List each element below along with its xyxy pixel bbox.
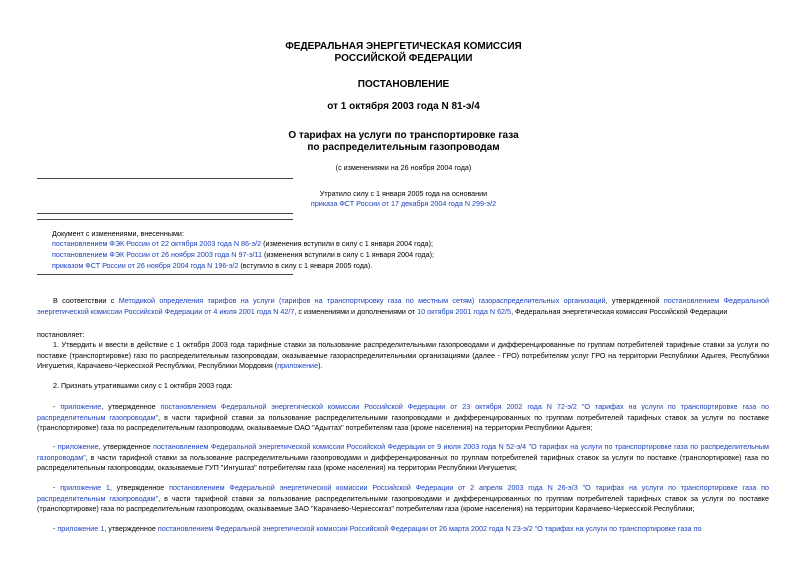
divider (37, 213, 293, 214)
resolves-text: постановляет: (37, 330, 85, 339)
change-item (52, 250, 434, 259)
org-name-line1: ФЕДЕРАЛЬНАЯ ЭНЕРГЕТИЧЕСКАЯ КОМИССИЯ (285, 41, 522, 52)
doc-date-number: от 1 октября 2003 года N 81-э/4 (327, 101, 480, 112)
resolution-link[interactable]: постановлением Федеральной энергетической комиссии Российской Федерации от 9 июля 2003 года N 52-э/4 "О тарифах на услуги по транспортировке газа по распределительным газопроводам" (37, 442, 769, 462)
change-note: (вступило в силу с 1 января 2005 года). (238, 261, 373, 270)
methodology-link[interactable]: Методикой определения тарифов на услуги (тарифов на транспортировку газа по местным сетям) газораспределительных организаций (118, 296, 606, 305)
paragraph-item-2: 2. Признать утратившими силу с 1 октября 2003 года: (53, 381, 233, 390)
divider (37, 274, 293, 275)
resolution-link[interactable]: постановлением Федеральной энергетической комиссии Российской Федерации от 23 октября 2002 года N 72-э/2 "О тарифах на услуги по транспортировке газа по распределительным газопроводам" (37, 402, 769, 422)
invalidation-text: Утратило силу с 1 января 2005 года на основании (319, 189, 488, 198)
text: - (53, 442, 58, 451)
text: , утвержденное (101, 402, 161, 411)
change-link[interactable]: постановлением ФЭК России от 22 октября 2003 года N 86-э/2 (52, 239, 262, 248)
text: , в части тарифной ставки за пользование распределительными газопроводами и дифференцированных по группам потребителей тарифных ставок за услуги по поставке (транспортировке) газа по распределительным газопроводам, оказываемые ГУП "Ингушгаз" потребителям газа (кроме населения) на территории Республики Ингушетия; (37, 452, 769, 473)
paragraph-repeal-2 (37, 442, 769, 474)
amendments-note: (с изменениями на 26 ноября 2004 года) (335, 163, 472, 172)
text: - (53, 483, 61, 492)
text: - (53, 524, 58, 533)
resolution-link[interactable]: постановлением Федеральной энергетической комиссии Российской Федерации от 4 июля 2001 года N 42/7 (37, 296, 769, 316)
text: , с изменениями и дополнениями от (294, 306, 418, 316)
change-item (52, 239, 433, 248)
text: - (53, 402, 61, 411)
resolution-link[interactable]: постановлением Федеральной энергетической комиссии Российской Федерации от 26 марта 2002 года N 23-э/2 "О тарифах на услуги по транспортировке газа по (157, 524, 702, 533)
appendix-link[interactable]: приложение (277, 361, 319, 371)
paragraph-repeal-4 (37, 524, 769, 535)
paragraph-preamble (37, 296, 769, 317)
appendix-link[interactable]: приложение (60, 402, 102, 411)
doc-title-line2: по распределительным газопроводам (307, 142, 500, 153)
paragraph-item-1 (37, 340, 769, 372)
text: , утвержденное (104, 524, 158, 533)
appendix-link[interactable]: приложение 1 (57, 524, 105, 533)
change-item (52, 261, 372, 270)
text: , утвержденное (98, 442, 154, 451)
appendix-link[interactable]: приложение (57, 442, 99, 451)
text: В соответствии с (53, 296, 119, 305)
text: , в части тарифной ставки за пользование распределительными газопроводами и дифференцированных по группам потребителей тарифных ставок за услуги по поставке (транспортировке) газа по распределительным газопроводам, оказываемые ОАО "Адыггаз" потребителям газа (кроме населения) на территории Республики Адыгея; (37, 412, 769, 433)
appendix-link[interactable]: приложение 1 (60, 483, 110, 492)
text: , утвержденной (605, 296, 664, 305)
divider (37, 219, 293, 220)
change-link[interactable]: приказом ФСТ России от 26 ноября 2004 года N 196-э/2 (52, 261, 239, 270)
text: , утвержденное (109, 483, 170, 492)
changes-intro: Документ с изменениями, внесенными: (52, 229, 184, 238)
text: , в части тарифной ставки за пользование распределительными газопроводами и дифференцированных по группам потребителей тарифных ставок за услуги по поставке (транспортировке) газа по распределительным газопроводам, оказываемые ЗАО "Карачаево-Черкесскгаз" потребителям газа (кроме населения) на территории Карачаево-Черкесской Республики; (37, 493, 769, 514)
change-link[interactable]: постановлением ФЭК России от 26 ноября 2003 года N 97-э/11 (52, 250, 263, 259)
org-name-line2: РОССИЙСКОЙ ФЕДЕРАЦИИ (334, 53, 473, 64)
paragraph-repeal-1 (37, 402, 769, 434)
change-note: (изменения вступили в силу с 1 января 2004 года); (261, 239, 434, 248)
amendment-link[interactable]: 10 октября 2001 года N 62/5 (417, 306, 512, 316)
invalidation-link[interactable]: приказа ФСТ России от 17 декабря 2004 года N 299-э/2 (310, 199, 497, 208)
doc-title-line1: О тарифах на услуги по транспортировке газа (288, 130, 519, 141)
divider (37, 178, 293, 179)
text: 1. Утвердить и ввести в действие с 1 октября 2003 года тарифные ставки за пользование распределительными газопроводами и дифференцированные по группам потребителей тарифные ставки за услуги по поставке (транспортировке) газо по распределительным газопроводам, оказываемые газораспределительными организациями (далее - ГРО) потребителям услуг ГРО на территории Республики Адыгея, Республики Ингушетия, Карачаево-Черкесской Республики, Республики Мордовия ( (37, 340, 769, 371)
resolution-link[interactable]: постановлением Федеральной энергетической комиссии Российской Федерации от 2 апреля 2003 года N 26-э/3 "О тарифах на услуги по транспортировке газа по распределительным газопроводам" (37, 483, 769, 503)
paragraph-repeal-3 (37, 483, 769, 515)
text: , Федеральная энергетическая комиссия Российской Федерации (511, 306, 728, 316)
text: ). (318, 361, 323, 371)
change-note: (изменения вступили в силу с 1 января 2004 года); (262, 250, 434, 259)
doc-type: ПОСТАНОВЛЕНИЕ (357, 79, 450, 90)
